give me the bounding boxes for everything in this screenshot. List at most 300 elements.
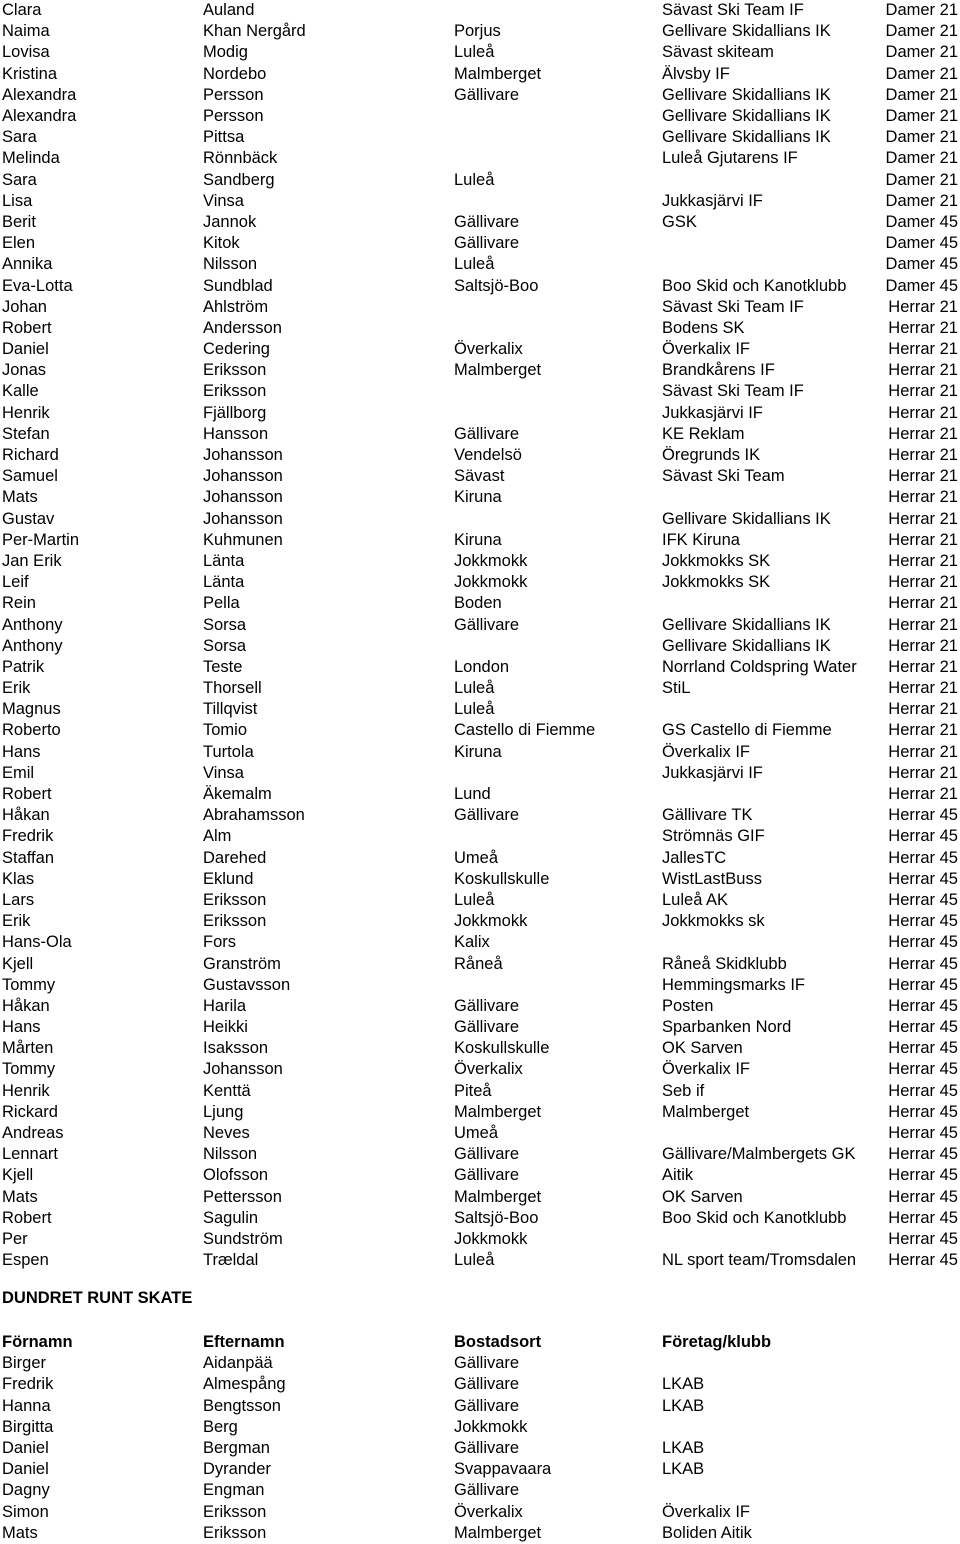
club-cell: Jukkasjärvi IF [662, 403, 763, 422]
class-cell: Herrar 45 [888, 1145, 958, 1164]
city-cell: Råneå [454, 954, 503, 973]
city-cell: Piteå [454, 1081, 492, 1100]
table-row [0, 826, 960, 847]
city-cell: Luleå [454, 170, 495, 189]
lastname-cell: Nilsson [203, 255, 258, 274]
club-cell: NL sport team/Tromsdalen [662, 1251, 857, 1270]
class-cell: Herrar 45 [888, 1124, 958, 1143]
firstname-cell: Birgitta [2, 1417, 54, 1436]
city-cell: Svappavaara [454, 1460, 552, 1479]
firstname-cell: Johan [2, 297, 47, 316]
firstname-cell: Samuel [2, 467, 58, 486]
class-cell: Herrar 45 [888, 912, 958, 931]
firstname-cell: Magnus [2, 700, 61, 719]
city-cell: Gällivare [454, 1145, 520, 1164]
table-row [0, 487, 960, 508]
table-row [0, 742, 960, 763]
city-cell: Jokkmokk [454, 551, 528, 570]
firstname-cell: Gustav [2, 509, 55, 528]
firstname-cell: Hans [2, 1018, 41, 1037]
club-cell: Överkalix IF [662, 1060, 751, 1079]
table-row [0, 85, 960, 106]
class-cell: Damer 21 [885, 64, 958, 83]
club-cell: Gällivare/Malmbergets GK [662, 1145, 856, 1164]
firstname-cell: Lars [2, 890, 35, 909]
club-cell: Strömnäs GIF [662, 827, 765, 846]
table-row [0, 466, 960, 487]
class-cell: Herrar 45 [888, 827, 958, 846]
class-cell: Herrar 21 [888, 615, 958, 634]
lastname-cell: Kitok [203, 234, 240, 253]
firstname-cell: Håkan [2, 806, 50, 825]
lastname-cell: Sundström [203, 1229, 283, 1248]
lastname-cell: Eklund [203, 869, 254, 888]
club-cell: WistLastBuss [662, 869, 762, 888]
city-cell: Malmberget [454, 1523, 542, 1542]
club-cell: IFK Kiruna [662, 530, 740, 549]
class-cell: Herrar 45 [888, 1251, 958, 1270]
club-cell: Sparbanken Nord [662, 1018, 792, 1037]
firstname-cell: Erik [2, 679, 31, 698]
class-cell: Herrar 45 [888, 806, 958, 825]
lastname-cell: Persson [203, 85, 264, 104]
header-lastname: Efternamn [203, 1333, 285, 1352]
firstname-cell: Annika [2, 255, 53, 274]
lastname-cell: Nordebo [203, 64, 267, 83]
table-row [0, 996, 960, 1017]
section-title: DUNDRET RUNT SKATE [2, 1289, 193, 1307]
firstname-cell: Leif [2, 573, 29, 592]
table-row [0, 1374, 960, 1395]
class-cell: Herrar 45 [888, 933, 958, 952]
lastname-cell: Khan Nergård [203, 22, 306, 41]
firstname-cell: Mats [2, 1523, 38, 1542]
lastname-cell: Pella [203, 594, 240, 613]
firstname-cell: Per-Martin [2, 530, 80, 549]
firstname-cell: Eva-Lotta [2, 276, 73, 295]
lastname-cell: Länta [203, 573, 245, 592]
city-cell: Överkalix [454, 1060, 523, 1079]
table-row [0, 763, 960, 784]
class-cell: Herrar 45 [888, 1018, 958, 1037]
class-cell: Herrar 21 [888, 403, 958, 422]
class-cell: Herrar 21 [888, 488, 958, 507]
lastname-cell: Thorsell [203, 679, 262, 698]
table-row [0, 614, 960, 635]
class-cell: Herrar 21 [888, 340, 958, 359]
club-cell: Gällivare TK [662, 806, 753, 825]
firstname-cell: Richard [2, 446, 59, 465]
class-cell: Damer 21 [885, 43, 958, 62]
club-cell: Norrland Coldspring Water [662, 657, 857, 676]
class-cell: Herrar 21 [888, 530, 958, 549]
firstname-cell: Erik [2, 912, 31, 931]
lastname-cell: Trældal [203, 1251, 259, 1270]
table-row [0, 1038, 960, 1059]
firstname-cell: Fredrik [2, 1375, 54, 1394]
class-cell: Damer 45 [885, 212, 958, 231]
class-cell: Herrar 21 [888, 361, 958, 380]
club-cell: Bodens SK [662, 318, 745, 337]
firstname-cell: Stefan [2, 424, 50, 443]
club-cell: Överkalix IF [662, 340, 751, 359]
table-row [0, 191, 960, 212]
table-row [0, 424, 960, 445]
firstname-cell: Henrik [2, 403, 50, 422]
city-cell: Överkalix [454, 340, 523, 359]
table-row [0, 170, 960, 191]
table-row [0, 106, 960, 127]
firstname-cell: Klas [2, 869, 35, 888]
class-cell: Damer 21 [885, 191, 958, 210]
firstname-cell: Daniel [2, 340, 49, 359]
firstname-cell: Mats [2, 488, 38, 507]
club-cell: Gellivare Skidallians IK [662, 615, 831, 634]
table-row [0, 1523, 960, 1544]
city-cell: Malmberget [454, 1102, 542, 1121]
city-cell: Gällivare [454, 1396, 520, 1415]
table-row [0, 593, 960, 614]
table-row [0, 21, 960, 42]
club-cell: OK Sarven [662, 1039, 743, 1058]
lastname-cell: Eriksson [203, 912, 267, 931]
table-row [0, 1396, 960, 1417]
table-row [0, 720, 960, 741]
club-cell: KE Reklam [662, 424, 745, 443]
table-row [0, 890, 960, 911]
city-cell: Kiruna [454, 488, 502, 507]
club-cell: Gellivare Skidallians IK [662, 22, 831, 41]
table-row [0, 1165, 960, 1186]
club-cell: Gellivare Skidallians IK [662, 636, 831, 655]
table-row [0, 784, 960, 805]
class-cell: Herrar 21 [888, 657, 958, 676]
skate-participant-list [0, 1332, 960, 1544]
city-cell: Lund [454, 785, 491, 804]
table-row [0, 636, 960, 657]
club-cell: Seb if [662, 1081, 705, 1100]
club-cell: LKAB [662, 1439, 705, 1458]
firstname-cell: Mårten [2, 1039, 54, 1058]
table-row [0, 1417, 960, 1438]
city-cell: Boden [454, 594, 502, 613]
lastname-cell: Aidanpää [203, 1354, 273, 1373]
table-row [0, 254, 960, 275]
lastname-cell: Ljung [203, 1102, 244, 1121]
table-row [0, 297, 960, 318]
firstname-cell: Hans-Ola [2, 933, 72, 952]
table-row [0, 148, 960, 169]
firstname-cell: Andreas [2, 1124, 64, 1143]
club-cell: LKAB [662, 1460, 705, 1479]
city-cell: Saltsjö-Boo [454, 1208, 539, 1227]
lastname-cell: Tillqvist [203, 700, 258, 719]
table-row [0, 318, 960, 339]
table-row [0, 1187, 960, 1208]
lastname-cell: Hansson [203, 424, 269, 443]
city-cell: Jokkmokk [454, 1417, 528, 1436]
table-row [0, 657, 960, 678]
table-row [0, 1438, 960, 1459]
city-cell: Gällivare [454, 996, 520, 1015]
lastname-cell: Eriksson [203, 1523, 267, 1542]
firstname-cell: Kristina [2, 64, 58, 83]
firstname-cell: Lennart [2, 1145, 58, 1164]
lastname-cell: Johansson [203, 488, 283, 507]
class-cell: Herrar 45 [888, 1166, 958, 1185]
firstname-cell: Patrik [2, 657, 45, 676]
club-cell: Jokkmokks SK [662, 573, 771, 592]
firstname-cell: Anthony [2, 615, 63, 634]
club-cell: Gellivare Skidallians IK [662, 85, 831, 104]
club-cell: LKAB [662, 1375, 705, 1394]
club-cell: Aitik [662, 1166, 694, 1185]
class-cell: Herrar 45 [888, 848, 958, 867]
city-cell: Gällivare [454, 85, 520, 104]
firstname-cell: Mats [2, 1187, 38, 1206]
firstname-cell: Fredrik [2, 827, 54, 846]
table-row [0, 572, 960, 593]
lastname-cell: Gustavsson [203, 975, 291, 994]
class-cell: Herrar 21 [888, 551, 958, 570]
lastname-cell: Harila [203, 996, 247, 1015]
class-cell: Herrar 45 [888, 1060, 958, 1079]
lastname-cell: Vinsa [203, 191, 244, 210]
class-cell: Damer 45 [885, 276, 958, 295]
city-cell: Luleå [454, 700, 495, 719]
lastname-cell: Johansson [203, 1060, 283, 1079]
table-row [0, 0, 960, 21]
class-cell: Herrar 45 [888, 890, 958, 909]
city-cell: Överkalix [454, 1502, 523, 1521]
class-cell: Herrar 45 [888, 1081, 958, 1100]
class-cell: Herrar 21 [888, 742, 958, 761]
lastname-cell: Olofsson [203, 1166, 269, 1185]
city-cell: Gällivare [454, 1166, 520, 1185]
club-cell: Överkalix IF [662, 742, 751, 761]
table-row [0, 848, 960, 869]
class-cell: Herrar 21 [888, 721, 958, 740]
firstname-cell: Rickard [2, 1102, 58, 1121]
table-row [0, 911, 960, 932]
club-cell: Öregrunds IK [662, 446, 761, 465]
city-cell: Gällivare [454, 1439, 520, 1458]
city-cell: Gällivare [454, 1375, 520, 1394]
city-cell: Gällivare [454, 424, 520, 443]
city-cell: Umeå [454, 1124, 499, 1143]
class-cell: Herrar 21 [888, 318, 958, 337]
table-row [0, 699, 960, 720]
table-row [0, 1353, 960, 1374]
lastname-cell: Engman [203, 1481, 265, 1500]
firstname-cell: Daniel [2, 1439, 49, 1458]
table-row [0, 1123, 960, 1144]
table-row [0, 381, 960, 402]
firstname-cell: Kalle [2, 382, 39, 401]
lastname-cell: Ahlström [203, 297, 269, 316]
table-row [0, 1102, 960, 1123]
table-row [0, 1480, 960, 1501]
firstname-cell: Sara [2, 128, 37, 147]
lastname-cell: Äkemalm [203, 785, 272, 804]
lastname-cell: Tomio [203, 721, 248, 740]
lastname-cell: Almespång [203, 1375, 286, 1394]
table-row [0, 1059, 960, 1080]
class-cell: Damer 21 [885, 149, 958, 168]
lastname-cell: Rönnbäck [203, 149, 278, 168]
city-cell: Kalix [454, 933, 490, 952]
club-cell: Gellivare Skidallians IK [662, 107, 831, 126]
city-cell: Gällivare [454, 1481, 520, 1500]
lastname-cell: Jannok [203, 212, 257, 231]
table-row [0, 64, 960, 85]
club-cell: Sävast skiteam [662, 43, 774, 62]
club-cell: Sävast Ski Team IF [662, 1, 804, 20]
class-cell: Damer 21 [885, 1, 958, 20]
lastname-cell: Heikki [203, 1018, 248, 1037]
class-cell: Herrar 21 [888, 573, 958, 592]
class-cell: Damer 21 [885, 128, 958, 147]
lastname-cell: Alm [203, 827, 232, 846]
city-cell: Kiruna [454, 742, 502, 761]
city-cell: Kiruna [454, 530, 502, 549]
lastname-cell: Länta [203, 551, 245, 570]
class-cell: Damer 21 [885, 107, 958, 126]
table-row [0, 339, 960, 360]
city-cell: Gällivare [454, 615, 520, 634]
class-cell: Herrar 21 [888, 446, 958, 465]
lastname-cell: Sagulin [203, 1208, 259, 1227]
firstname-cell: Kjell [2, 1166, 34, 1185]
lastname-cell: Kenttä [203, 1081, 251, 1100]
class-cell: Herrar 45 [888, 1102, 958, 1121]
firstname-cell: Tommy [2, 1060, 56, 1079]
city-cell: Luleå [454, 255, 495, 274]
city-cell: Umeå [454, 848, 499, 867]
firstname-cell: Clara [2, 1, 42, 20]
lastname-cell: Darehed [203, 848, 267, 867]
city-cell: Malmberget [454, 64, 542, 83]
table-row [0, 869, 960, 890]
lastname-cell: Fjällborg [203, 403, 267, 422]
table-row [0, 1502, 960, 1523]
table-row [0, 1144, 960, 1165]
lastname-cell: Johansson [203, 467, 283, 486]
city-cell: Saltsjö-Boo [454, 276, 539, 295]
lastname-cell: Sorsa [203, 615, 247, 634]
lastname-cell: Bergman [203, 1439, 270, 1458]
city-cell: Gällivare [454, 212, 520, 231]
class-cell: Damer 21 [885, 170, 958, 189]
lastname-cell: Sundblad [203, 276, 273, 295]
lastname-cell: Eriksson [203, 361, 267, 380]
city-cell: Jokkmokk [454, 573, 528, 592]
firstname-cell: Robert [2, 785, 52, 804]
firstname-cell: Melinda [2, 149, 60, 168]
table-row [0, 953, 960, 974]
firstname-cell: Tommy [2, 975, 56, 994]
club-cell: Gellivare Skidallians IK [662, 509, 831, 528]
lastname-cell: Sandberg [203, 170, 275, 189]
table-row [0, 805, 960, 826]
class-cell: Herrar 45 [888, 1229, 958, 1248]
class-cell: Herrar 21 [888, 785, 958, 804]
club-cell: Jukkasjärvi IF [662, 763, 763, 782]
firstname-cell: Rein [2, 594, 36, 613]
class-cell: Herrar 21 [888, 424, 958, 443]
lastname-cell: Eriksson [203, 1502, 267, 1521]
header-firstname: Förnamn [2, 1333, 73, 1352]
table-row [0, 42, 960, 63]
table-row [0, 678, 960, 699]
table-row [0, 212, 960, 233]
firstname-cell: Naima [2, 22, 50, 41]
firstname-cell: Henrik [2, 1081, 50, 1100]
class-cell: Herrar 21 [888, 636, 958, 655]
club-cell: Boo Skid och Kanotklubb [662, 1208, 847, 1227]
firstname-cell: Emil [2, 763, 35, 782]
class-cell: Herrar 45 [888, 954, 958, 973]
club-cell: StiL [662, 679, 691, 698]
city-cell: Koskullskulle [454, 1039, 550, 1058]
table-row [0, 1459, 960, 1480]
table-row [0, 1081, 960, 1102]
club-cell: Posten [662, 996, 714, 1015]
firstname-cell: Per [2, 1229, 28, 1248]
table-row [0, 1250, 960, 1271]
club-cell: GS Castello di Fiemme [662, 721, 832, 740]
club-cell: OK Sarven [662, 1187, 743, 1206]
city-cell: Castello di Fiemme [454, 721, 596, 740]
class-cell: Herrar 21 [888, 509, 958, 528]
lastname-cell: Persson [203, 107, 264, 126]
club-cell: Sävast Ski Team [662, 467, 785, 486]
lastname-cell: Johansson [203, 509, 283, 528]
firstname-cell: Elen [2, 234, 36, 253]
firstname-cell: Lovisa [2, 43, 50, 62]
table-row [0, 127, 960, 148]
lastname-cell: Teste [203, 657, 243, 676]
club-cell: GSK [662, 212, 697, 231]
lastname-cell: Pittsa [203, 128, 245, 147]
firstname-cell: Espen [2, 1251, 49, 1270]
firstname-cell: Roberto [2, 721, 61, 740]
lastname-cell: Dyrander [203, 1460, 271, 1479]
club-cell: Älvsby IF [662, 64, 730, 83]
firstname-cell: Robert [2, 318, 52, 337]
firstname-cell: Jonas [2, 361, 47, 380]
club-cell: Jukkasjärvi IF [662, 191, 763, 210]
lastname-cell: Johansson [203, 446, 283, 465]
class-cell: Damer 45 [885, 255, 958, 274]
lastname-cell: Granström [203, 954, 281, 973]
table-row [0, 975, 960, 996]
header-city: Bostadsort [454, 1333, 542, 1352]
lastname-cell: Sorsa [203, 636, 247, 655]
table-row [0, 551, 960, 572]
firstname-cell: Alexandra [2, 107, 77, 126]
firstname-cell: Berit [2, 212, 36, 231]
table-row [0, 1208, 960, 1229]
lastname-cell: Bengtsson [203, 1396, 281, 1415]
firstname-cell: Anthony [2, 636, 63, 655]
table-row [0, 275, 960, 296]
firstname-cell: Alexandra [2, 85, 77, 104]
city-cell: Luleå [454, 1251, 495, 1270]
firstname-cell: Kjell [2, 954, 34, 973]
firstname-cell: Dagny [2, 1481, 50, 1500]
firstname-cell: Hans [2, 742, 41, 761]
